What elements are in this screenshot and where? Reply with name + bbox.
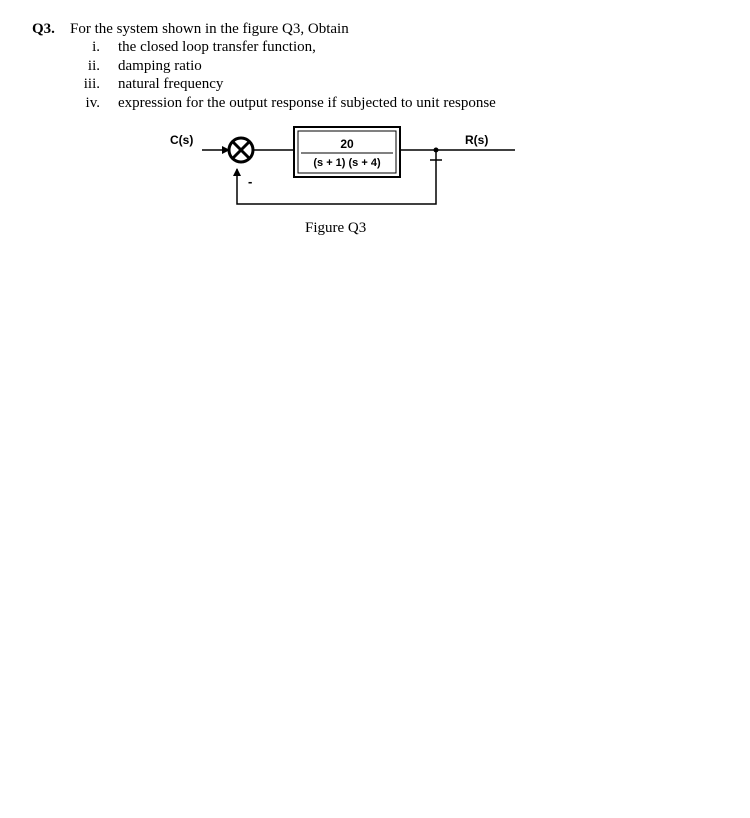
transfer-function-block — [294, 127, 400, 177]
list-item-text: natural frequency — [118, 76, 224, 92]
block-diagram-svg — [160, 120, 520, 220]
list-item — [32, 75, 632, 94]
list-item-label: i. — [92, 39, 100, 55]
question-number: Q3. — [32, 21, 55, 37]
output-label: C(s) — [170, 133, 194, 147]
list-item-text: the closed loop transfer function, — [118, 39, 316, 55]
figure-caption: Figure Q3 — [305, 220, 367, 236]
list-item — [32, 94, 632, 113]
list-item-label: iv. — [85, 94, 100, 111]
list-item-label: ii. — [87, 57, 100, 74]
summing-junction-icon — [229, 138, 253, 162]
question-prompt: For the system shown in the figure Q3, Obtain — [70, 21, 349, 37]
question-block — [32, 20, 496, 111]
list-item-text: expression for the output response if subjected to unit response — [118, 94, 496, 111]
question-header — [32, 20, 349, 38]
tf-numerator: 20 — [340, 137, 354, 151]
list-item-label: iii. — [83, 76, 100, 92]
list-item — [32, 38, 632, 57]
input-label: R(s) — [465, 133, 489, 147]
block-diagram — [160, 120, 520, 220]
list-item — [32, 57, 632, 76]
list-item-text: damping ratio — [118, 57, 202, 74]
tf-denominator: (s + 1) (s + 4) — [313, 157, 381, 169]
feedback-sign: - — [248, 174, 253, 189]
question-list — [32, 38, 632, 112]
